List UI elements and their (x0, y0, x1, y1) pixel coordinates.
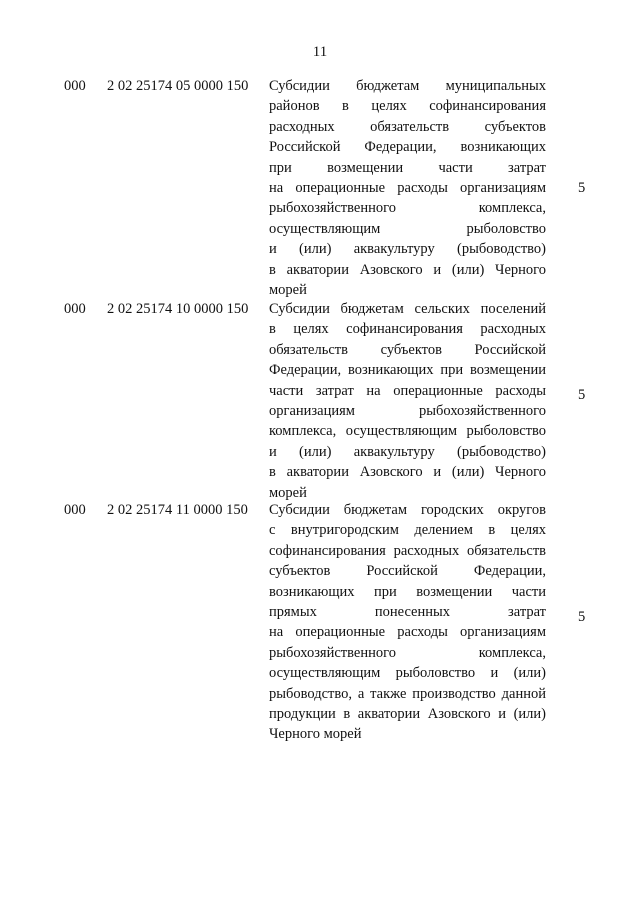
description-line: с внутригородским делением в целях (269, 522, 546, 539)
description-line: и (или) аквакультуру (рыбоводство) (269, 241, 546, 258)
admin-code: 000 (64, 301, 86, 317)
description-line: комплекса, осуществляющим рыболовство (269, 423, 546, 440)
admin-code: 000 (64, 502, 86, 518)
row-value: 5 (578, 609, 586, 625)
description-line: в целях софинансирования расходных (269, 321, 546, 338)
description-line: Субсидии бюджетам муниципальных (269, 78, 546, 94)
description-line: в акватории Азовского и (или) Черного (269, 464, 546, 481)
description-line: морей (269, 484, 307, 501)
row-value: 5 (578, 180, 586, 196)
page-number: 11 (312, 44, 328, 60)
description-line: на операционные расходы организациям (269, 180, 546, 197)
description-line: при возмещении части затрат (269, 159, 546, 176)
description-line: районов в целях софинансирования (269, 98, 546, 115)
row-value: 5 (578, 387, 586, 403)
admin-code: 000 (64, 78, 86, 94)
description-line: продукции в акватории Азовского и (или) (269, 706, 546, 723)
description-line: Российской Федерации, возникающих (269, 139, 546, 156)
description-line: и (или) аквакультуру (рыбоводство) (269, 443, 546, 460)
description-line: софинансирования расходных обязательств (269, 542, 546, 559)
description-line: рыбохозяйственного комплекса, (269, 644, 546, 661)
description-line: субъектов Российской Федерации, (269, 563, 546, 580)
description-line: осуществляющим рыболовство (269, 220, 546, 237)
description-line: в акватории Азовского и (или) Черного (269, 261, 546, 278)
description-line: части затрат на операционные расходы (269, 382, 546, 399)
row-description (269, 500, 546, 745)
description-line: Субсидии бюджетам городских округов (269, 502, 546, 518)
row-description (269, 299, 546, 503)
description-line: Черного морей (269, 726, 362, 743)
description-line: Субсидии бюджетам сельских поселений (269, 301, 546, 317)
description-line: прямых понесенных затрат (269, 604, 546, 621)
description-line: рыбоводство, а также производство данной (269, 685, 546, 702)
description-line: осуществляющим рыболовство и (или) (269, 665, 546, 682)
description-line: организациям рыбохозяйственного (269, 403, 546, 420)
description-line: Федерации, возникающих при возмещении (269, 362, 546, 379)
budget-classification-code: 2 02 25174 05 0000 150 (107, 78, 249, 94)
description-line: расходных обязательств субъектов (269, 118, 546, 135)
description-line: рыбохозяйственного комплекса, (269, 200, 546, 217)
budget-classification-code: 2 02 25174 11 0000 150 (107, 502, 248, 518)
description-line: морей (269, 282, 307, 299)
budget-classification-code: 2 02 25174 10 0000 150 (107, 301, 249, 317)
description-line: обязательств субъектов Российской (269, 341, 546, 358)
description-line: на операционные расходы организациям (269, 624, 546, 641)
description-line: возникающих при возмещении части (269, 583, 546, 600)
row-description (269, 76, 546, 300)
